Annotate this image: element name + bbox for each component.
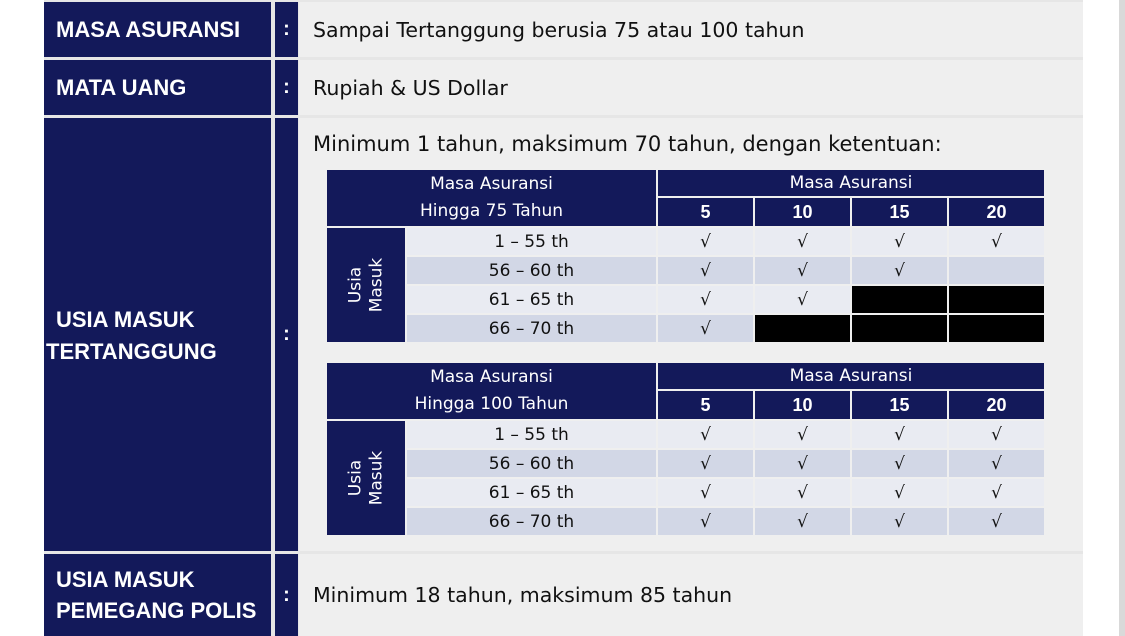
table100-age-row2: 56 – 60 th: [407, 450, 656, 477]
table100-check: √: [658, 450, 753, 477]
table75-usia-line1: Usia: [345, 266, 365, 304]
table100-check: √: [852, 421, 947, 448]
left-margin: [0, 0, 44, 636]
table75-check: √: [658, 257, 753, 284]
table75-age-row3: 61 – 65 th: [407, 286, 656, 313]
table75-check: √: [755, 257, 850, 284]
table75-corner: [327, 170, 656, 226]
usia-masuk-intro: Minimum 1 tahun, maksimum 70 tahun, dengan ketentuan:: [313, 132, 942, 156]
table75-corner-line1: Masa Asuransi: [430, 174, 553, 194]
tertanggung-line: TERTANGGUNG: [46, 339, 217, 364]
table75-check: √: [658, 315, 753, 342]
masa-asuransi-value: Sampai Tertanggung berusia 75 atau 100 tahun: [299, 2, 1083, 57]
table100-check: √: [949, 508, 1044, 535]
masa-asuransi-colon: :: [275, 2, 298, 57]
pemegang-line2: PEMEGANG POLIS: [56, 598, 257, 623]
table100-term-5: 5: [658, 391, 753, 419]
table100-check: √: [949, 421, 1044, 448]
table100-check: √: [949, 450, 1044, 477]
page-edge: [1119, 0, 1125, 636]
table75-term-15: 15: [852, 198, 947, 226]
table100-check: √: [949, 479, 1044, 506]
table75-term-5: 5: [658, 198, 753, 226]
table75-unavailable-cell: [852, 286, 947, 313]
table100-check: √: [658, 508, 753, 535]
masa-asuransi-label: MASA ASURANSI: [44, 2, 271, 57]
table75-corner-line2: Hingga 75 Tahun: [419, 201, 564, 221]
table75-term-10: 10: [755, 198, 850, 226]
mata-uang-value: Rupiah & US Dollar: [299, 60, 1083, 115]
table100-usia-masuk: [327, 421, 405, 535]
table75-check: √: [658, 286, 753, 313]
table75-usia-line2: Masuk: [366, 257, 386, 313]
table100-usia-line1: Usia: [345, 459, 365, 497]
right-margin: [1083, 0, 1119, 636]
table100-term-15: 15: [852, 391, 947, 419]
table100-check: √: [755, 508, 850, 535]
usia-masuk-pemegang-colon: :: [275, 554, 298, 636]
usia-masuk-pemegang-label: [44, 554, 271, 636]
table75-term-20: 20: [949, 198, 1044, 226]
table75-term-header: Masa Asuransi: [658, 170, 1044, 196]
table100-usia-line2: Masuk: [366, 450, 386, 506]
table75-check: √: [755, 286, 850, 313]
table100-corner-line1: Masa Asuransi: [430, 367, 553, 387]
table100-term-header: Masa Asuransi: [658, 363, 1044, 389]
table75-usia-masuk: [327, 228, 405, 342]
table100-check: √: [658, 421, 753, 448]
table75-age-row1: 1 – 55 th: [407, 228, 656, 255]
table75-check: √: [658, 228, 753, 255]
table75-unavailable-cell: [949, 315, 1044, 342]
table100-check: √: [755, 421, 850, 448]
table75-check: √: [949, 228, 1044, 255]
usia-masuk-pemegang-value: Minimum 18 tahun, maksimum 85 tahun: [299, 554, 1083, 636]
mata-uang-colon: :: [275, 60, 298, 115]
usia-masuk-line: USIA MASUK: [56, 307, 195, 332]
table100-check: √: [852, 479, 947, 506]
table100-check: √: [755, 479, 850, 506]
table75-check: √: [852, 257, 947, 284]
table100-age-row3: 61 – 65 th: [407, 479, 656, 506]
table100-age-row4: 66 – 70 th: [407, 508, 656, 535]
table75-unavailable-cell: [852, 315, 947, 342]
table100-check: √: [755, 450, 850, 477]
table100-check: √: [658, 479, 753, 506]
table75-unavailable-cell: [755, 315, 850, 342]
pemegang-line1: USIA MASUK: [56, 567, 195, 592]
table100-corner: [327, 363, 656, 419]
mata-uang-label: MATA UANG: [44, 60, 271, 115]
table75-empty-cell: [949, 257, 1044, 284]
usia-masuk-tertanggung-label: [44, 118, 271, 551]
table100-check: √: [852, 508, 947, 535]
table75-unavailable-cell: [949, 286, 1044, 313]
table100-corner-line2: Hingga 100 Tahun: [414, 394, 569, 414]
table75-age-row2: 56 – 60 th: [407, 257, 656, 284]
table100-check: √: [852, 450, 947, 477]
table100-term-20: 20: [949, 391, 1044, 419]
table75-check: √: [755, 228, 850, 255]
table75-check: √: [852, 228, 947, 255]
table100-age-row1: 1 – 55 th: [407, 421, 656, 448]
usia-masuk-tertanggung-colon: :: [275, 118, 298, 551]
table75-age-row4: 66 – 70 th: [407, 315, 656, 342]
table100-term-10: 10: [755, 391, 850, 419]
